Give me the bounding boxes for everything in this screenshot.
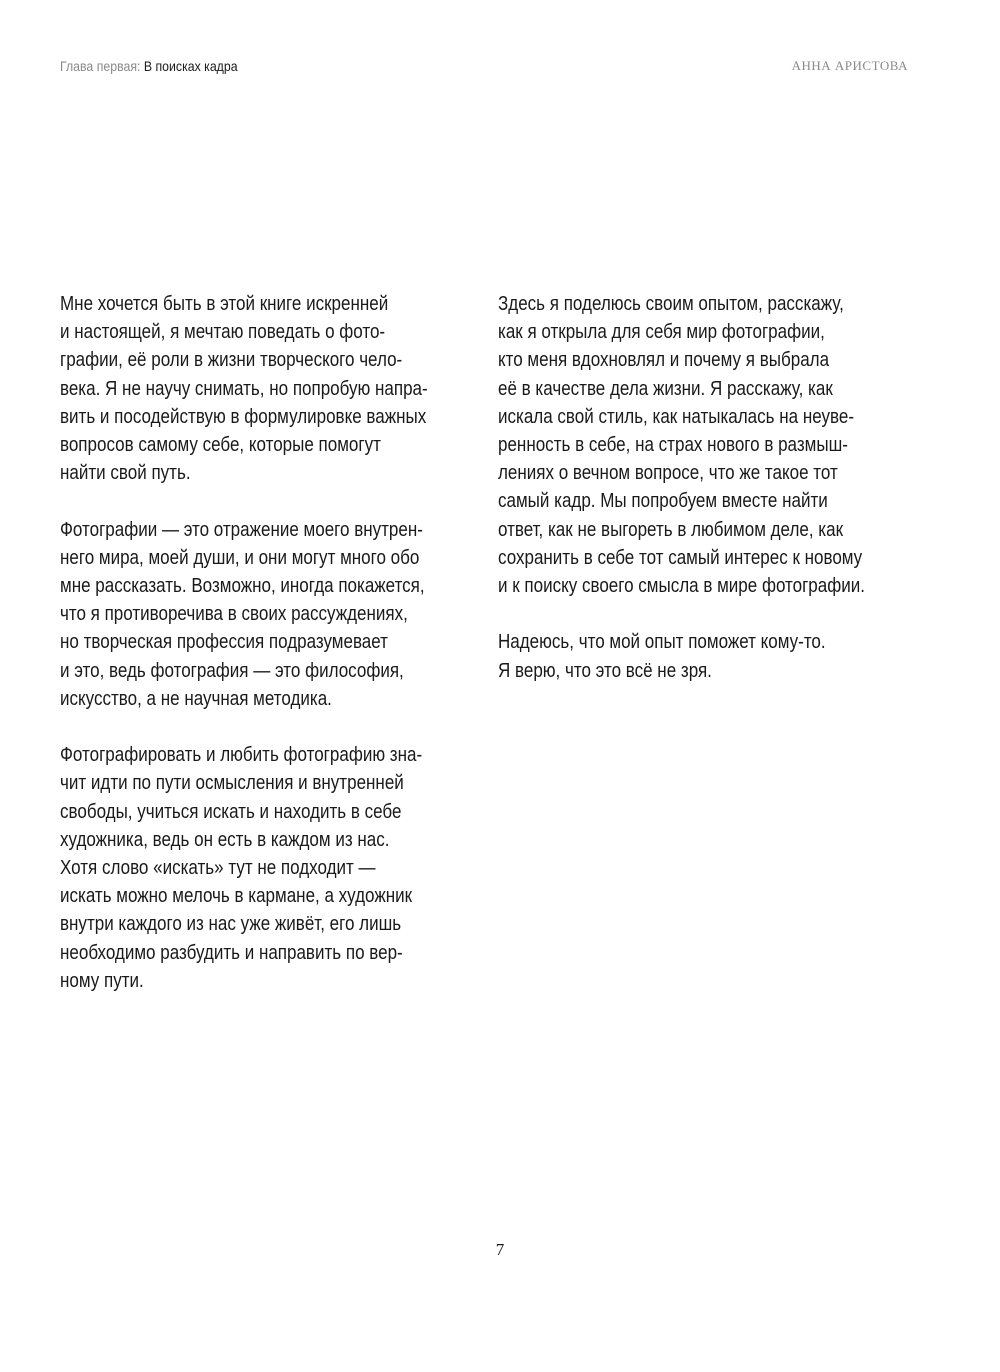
paragraph — [60, 516, 503, 713]
chapter-label — [60, 58, 238, 74]
text-line: Хотя слово «искать» тут не подходит — — [60, 856, 376, 880]
chapter-title: В поисках кадра — [143, 58, 238, 74]
text-line: художника, ведь он есть в каждом из нас. — [60, 827, 390, 851]
text-line: её в качестве дела жизни. Я расскажу, как — [498, 376, 833, 400]
text-line: века. Я не научу снимать, но попробую напра- — [60, 376, 428, 400]
text-line: искусство, а не научная методика. — [60, 686, 332, 710]
paragraph — [60, 741, 503, 995]
text-line: внутри каждого из нас уже живёт, его лишь — [60, 912, 402, 936]
text-line: лениях о вечном вопросе, что же такое тот — [498, 461, 838, 485]
text-line: но творческая профессия подразумевает — [60, 630, 388, 654]
text-line: найти свой путь. — [60, 461, 191, 485]
text-line: мне рассказать. Возможно, иногда покажется, — [60, 574, 425, 598]
text-line: и к поиску своего смысла в мире фотографии. — [498, 574, 865, 598]
text-line: ренность в себе, на страх нового в размыш- — [498, 433, 848, 457]
text-line: вопросов самому себе, которые помогут — [60, 433, 381, 457]
text-line: Фотографии — это отражение моего внутрен- — [60, 517, 423, 541]
running-header — [60, 58, 908, 78]
text-line: необходимо разбудить и направить по вер- — [60, 940, 403, 964]
paragraph — [60, 290, 503, 487]
paragraph — [498, 290, 940, 600]
text-line: графии, её роли в жизни творческого чело- — [60, 348, 403, 372]
text-line: сохранить в себе тот самый интерес к новому — [498, 545, 863, 569]
paragraph — [498, 628, 940, 684]
text-line: что я противоречива в своих рассуждениях, — [60, 602, 408, 626]
text-line: как я открыла для себя мир фотографии, — [498, 320, 825, 344]
text-line: него мира, моей души, и они могут много обо — [60, 545, 420, 569]
chapter-label-text: Глава первая: — [60, 58, 141, 74]
text-line: и это, ведь фотография — это философия, — [60, 658, 404, 682]
text-line: Я верю, что это всё не зря. — [498, 658, 712, 682]
text-line: Мне хочется быть в этой книге искренней — [60, 292, 389, 315]
text-line: ответ, как не выгореть в любимом деле, как — [498, 517, 844, 541]
text-line: и настоящей, я мечтаю поведать о фото- — [60, 320, 386, 344]
text-line: самый кадр. Мы попробуем вместе найти — [498, 489, 828, 513]
text-column-left — [60, 290, 503, 1023]
text-line: искать можно мелочь в кармане, а художник — [60, 884, 413, 908]
text-line: свободы, учиться искать и находить в себе — [60, 799, 402, 823]
text-line: Надеюсь, что мой опыт поможет кому-то. — [498, 630, 826, 654]
text-line: Фотографировать и любить фотографию зна- — [60, 743, 423, 767]
author-name: АННА АРИСТОВА — [791, 58, 908, 73]
text-line: кто меня вдохновлял и почему я выбрала — [498, 348, 830, 372]
text-line: ному пути. — [60, 968, 144, 992]
text-line: Здесь я поделюсь своим опытом, расскажу, — [498, 292, 844, 315]
text-line: искала свой стиль, как натыкалась на неуве- — [498, 404, 854, 428]
page-number: 7 — [495, 1240, 505, 1259]
text-line: вить и посодействую в формулировке важных — [60, 404, 427, 428]
text-column-right — [498, 290, 940, 713]
text-line: чит идти по пути осмысления и внутренней — [60, 771, 404, 795]
